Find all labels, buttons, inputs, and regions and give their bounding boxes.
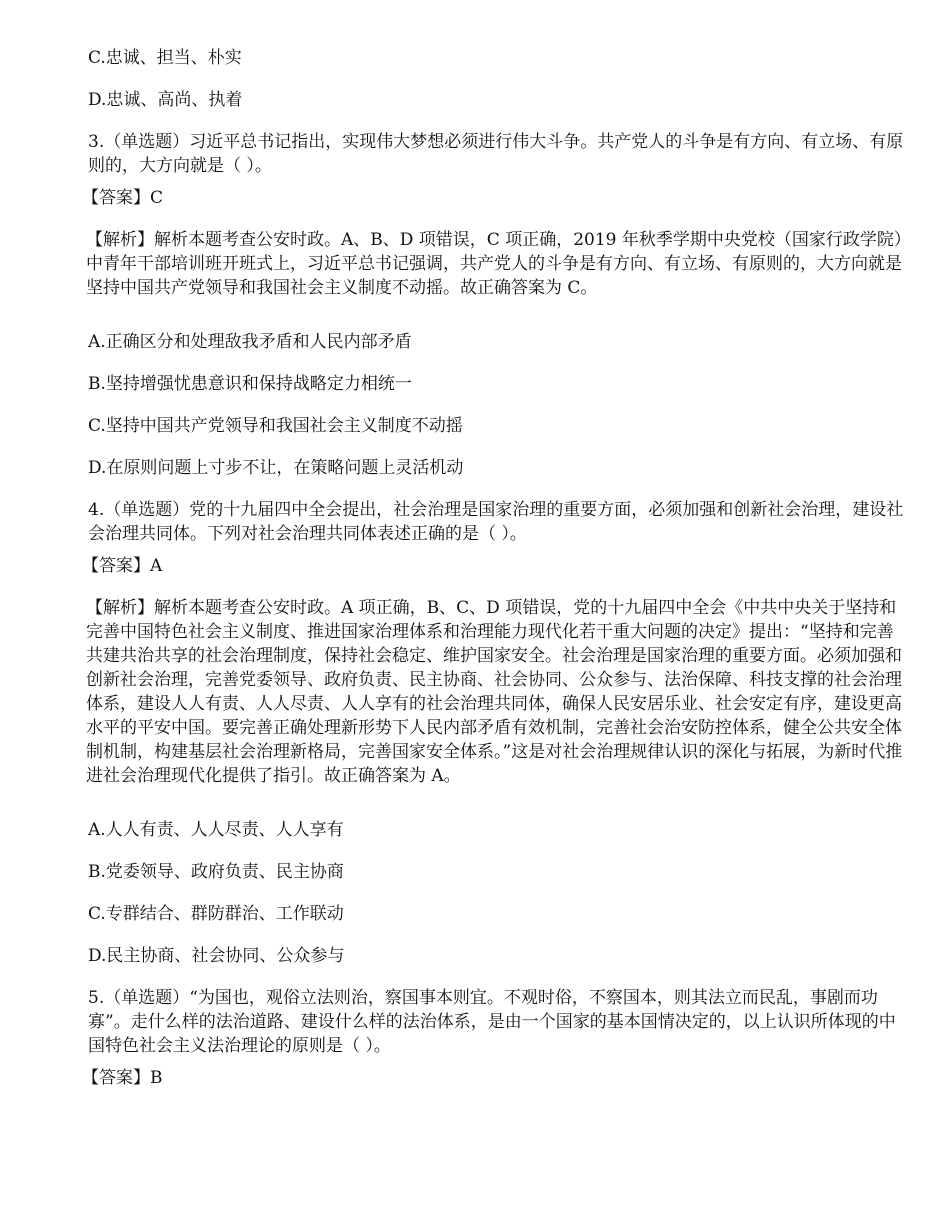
question-3-option-b: B.坚持增强忧患意识和保持战略定力相统一 xyxy=(88,374,412,394)
option-c: C.忠诚、担当、朴实 xyxy=(88,48,242,68)
question-3-analysis: 【解析】解析本题考查公安时政。A、B、D 项错误，C 项正确，2019 年秋季学期中央党校（国家行政学院）中青年干部培训班开班式上，习近平总书记强调，共产党人的斗争是有方向、有立场、有原则的，大方向就是坚持中国共产党领导和我国社会主义制度不动摇。故正确答案为 C。 xyxy=(86,230,903,298)
question-5-stem: 5.（单选题）“为国也，观俗立法则治，察国事本则宜。不观时俗，不察国本，则其法立而民乱，事剧而功寡”。走什么样的法治道路、建设什么样的法治体系，是由一个国家的基本国情决定的，以上认识所体现的中国特色社会主义法治理论的原则是（ ）。 xyxy=(88,988,896,1056)
question-5-answer: 【答案】B xyxy=(82,1068,163,1088)
question-3-option-c: C.坚持中国共产党领导和我国社会主义制度不动摇 xyxy=(88,416,463,436)
question-3-stem: 3.（单选题）习近平总书记指出，实现伟大梦想必须进行伟大斗争。共产党人的斗争是有方向、有立场、有原则的，大方向就是（ ）。 xyxy=(88,132,904,176)
question-4-answer: 【答案】A xyxy=(82,556,163,576)
question-4-analysis: 【解析】解析本题考查公安时政。A 项正确，B、C、D 项错误，党的十九届四中全会《中共中央关于坚持和完善中国特色社会主义制度、推进国家治理体系和治理能力现代化若干重大问题的决定》提出：“坚持和完善共建共治共享的社会治理制度，保持社会稳定、维护国家安全。社会治理是国家治理的重要方面。必须加强和创新社会治理，完善党委领导、政府负责、民主协商、社会协同、公众参与、法治保障、科技支撑的社会治理体系，建设人人有责、人人尽责、人人享有的社会治理共同体，确保人民安居乐业、社会安定有序，建设更高水平的平安中国。要完善正确处理新形势下人民内部矛盾有效机制，完善社会治安防控体系，健全公共安全体制机制，构建基层社会治理新格局，完善国家安全体系。”这是对社会治理规律认识的深化与拓展，为新时代推进社会治理现代化提供了指引。故正确答案为 A。 xyxy=(86,598,903,786)
question-4-option-b: B.党委领导、政府负责、民主协商 xyxy=(88,862,344,882)
question-4-option-a: A.人人有责、人人尽责、人人享有 xyxy=(88,820,344,840)
option-d: D.忠诚、高尚、执着 xyxy=(88,90,243,110)
question-4-stem: 4.（单选题）党的十九届四中全会提出，社会治理是国家治理的重要方面，必须加强和创新社会治理，建设社会治理共同体。下列对社会治理共同体表述正确的是（ ）。 xyxy=(88,500,904,544)
question-3-option-a: A.正确区分和处理敌我矛盾和人民内部矛盾 xyxy=(88,332,412,352)
question-4-option-d: D.民主协商、社会协同、公众参与 xyxy=(88,946,345,966)
question-4-option-c: C.专群结合、群防群治、工作联动 xyxy=(88,904,344,924)
question-3-option-d: D.在原则问题上寸步不让，在策略问题上灵活机动 xyxy=(88,458,464,478)
question-3-answer: 【答案】C xyxy=(82,188,164,208)
